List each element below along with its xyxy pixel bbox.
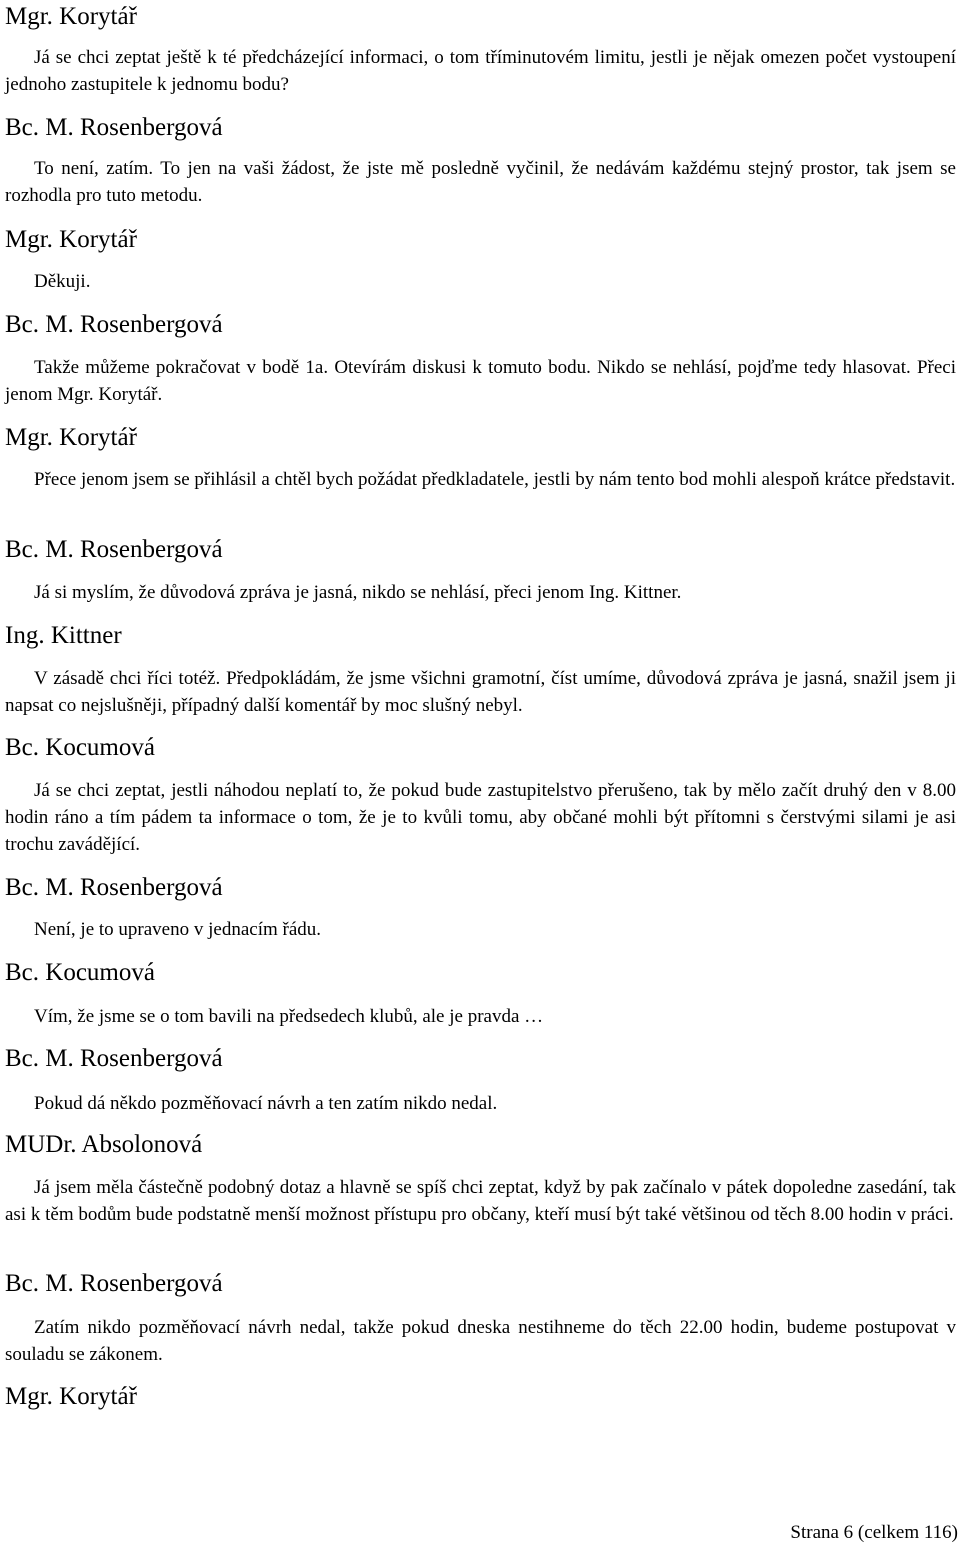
speaker-name: Bc. M. Rosenbergová (5, 311, 223, 338)
speech-paragraph: Přece jenom jsem se přihlásil a chtěl bych požádat předkladatele, jestli by nám tento bod mohli alespoň krátce představit. (34, 469, 956, 490)
speech-paragraph: Takže můžeme pokračovat v bodě 1a. Otevírám diskusi k tomuto bodu. Nikdo se nehlásí, pojďme tedy hlasovat. Přeci jenom Mgr. Korytář. (5, 357, 956, 405)
speaker-name: Bc. M. Rosenbergová (5, 874, 223, 901)
speech-paragraph: Já si myslím, že důvodová zpráva je jasná, nikdo se nehlásí, přeci jenom Ing. Kittner. (34, 582, 682, 603)
speaker-name: MUDr. Absolonová (5, 1131, 203, 1158)
speaker-name: Mgr. Korytář (5, 424, 137, 451)
speech-paragraph: Vím, že jsme se o tom bavili na předsedech klubů, ale je pravda … (34, 1006, 544, 1027)
speech-paragraph: V zásadě chci říci totéž. Předpokládám, že jsme všichni gramotní, číst umíme, důvodová zpráva je jasná, snažil jsem ji napsat co nejslušněji, případný další komentář by moc slušný nebyl. (5, 668, 956, 716)
speaker-name: Bc. M. Rosenbergová (5, 1045, 223, 1072)
speaker-name: Mgr. Korytář (5, 3, 137, 30)
page-number-footer: Strana 6 (celkem 116) (790, 1522, 958, 1543)
speech-paragraph: Děkuji. (34, 271, 91, 292)
speech-paragraph: Zatím nikdo pozměňovací návrh nedal, takže pokud dneska nestihneme do těch 22.00 hodin, budeme postupovat v souladu se zákonem. (5, 1317, 956, 1365)
speech-paragraph: Já se chci zeptat, jestli náhodou neplatí to, že pokud bude zastupitelstvo přerušeno, tak by mělo začít druhý den v 8.00 hodin ráno a tím pádem ta informace o tom, že je to kvůli tomu, aby občané mohli být přítomni s čerstvými silami je asi trochu zavádějící. (5, 780, 956, 855)
speaker-name: Bc. M. Rosenbergová (5, 536, 223, 563)
speaker-name: Bc. Kocumová (5, 734, 155, 761)
speaker-name: Bc. M. Rosenbergová (5, 1270, 223, 1297)
speaker-name: Bc. M. Rosenbergová (5, 114, 223, 141)
speech-paragraph: To není, zatím. To jen na vaši žádost, že jste mě posledně vyčinil, že nedávám každému stejný prostor, tak jsem se rozhodla pro tuto metodu. (5, 158, 956, 206)
speaker-name: Mgr. Korytář (5, 226, 137, 253)
speech-paragraph: Já se chci zeptat ještě k té předcházející informaci, o tom tříminutovém limitu, jestli je nějak omezen počet vystoupení jednoho zastupitele k jednomu bodu? (5, 47, 956, 95)
speech-paragraph: Není, je to upraveno v jednacím řádu. (34, 919, 322, 940)
speaker-name: Bc. Kocumová (5, 959, 155, 986)
speaker-name: Mgr. Korytář (5, 1383, 137, 1410)
speech-paragraph: Pokud dá někdo pozměňovací návrh a ten zatím nikdo nedal. (34, 1093, 498, 1114)
speaker-name: Ing. Kittner (5, 622, 122, 649)
speech-paragraph: Já jsem měla částečně podobný dotaz a hlavně se spíš chci zeptat, když by pak začínalo v pátek dopoledne zasedání, tak asi k těm bodům bude podstatně menší možnost přístupu pro občany, kteří musí být také většinou od těch 8.00 hodin v práci. (5, 1177, 956, 1225)
